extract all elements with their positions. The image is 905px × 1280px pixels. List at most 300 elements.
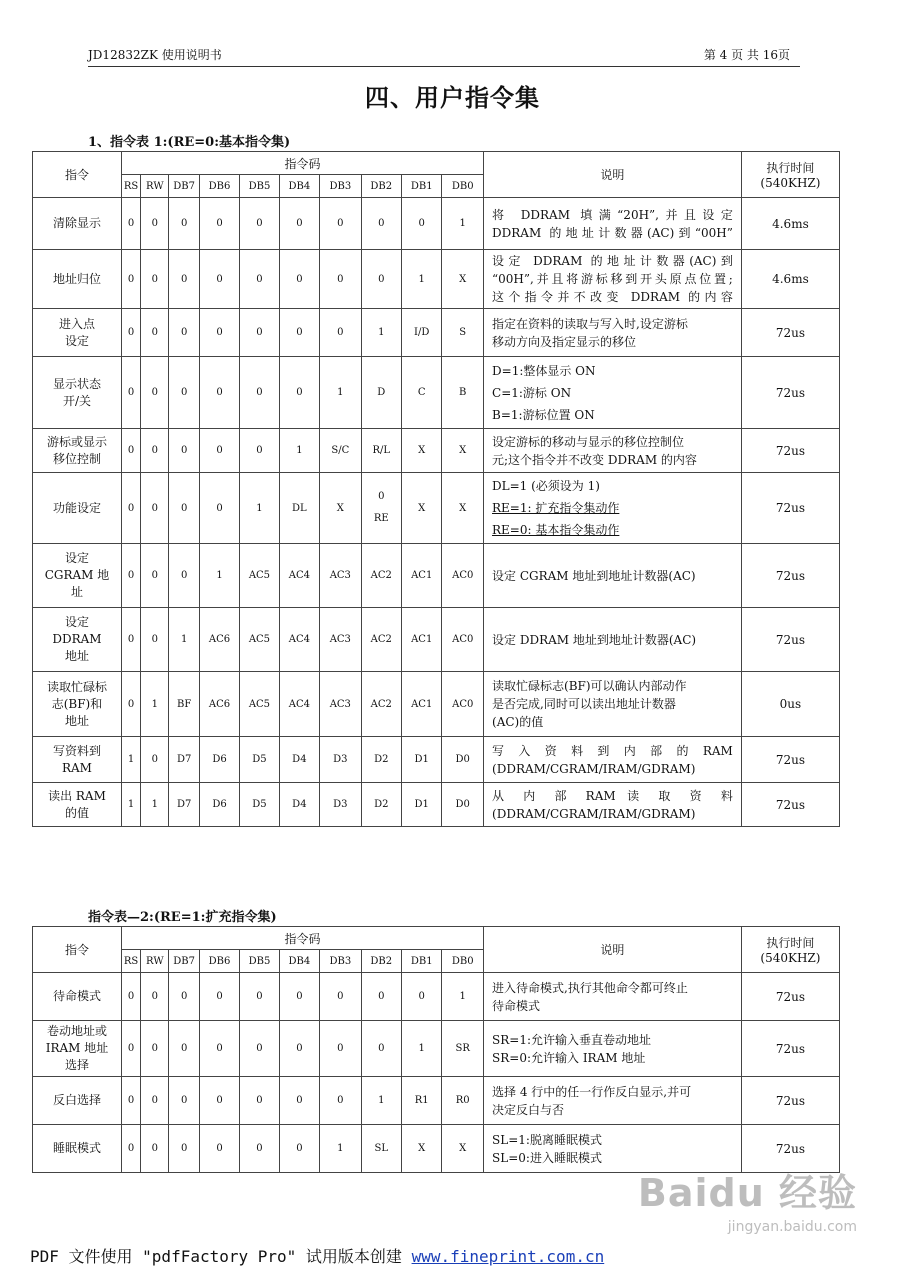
description-line: 设定 DDRAM 的地址计数器(AC)到 — [492, 254, 733, 268]
bit-cell: D2 — [361, 783, 401, 827]
bit-cell: 0 — [279, 1021, 319, 1077]
bit-header-db7: DB7 — [169, 175, 199, 198]
bit-cell: AC0 — [442, 672, 484, 737]
command-name-line: 设定 — [64, 333, 89, 348]
table2-caption: 指令表—2:(RE=1:扩充指令集) — [88, 910, 277, 925]
bit-cell: 0 — [169, 1021, 199, 1077]
bit-header-db4: DB4 — [279, 175, 319, 198]
command-name-line: 志(BF)和 — [51, 696, 103, 711]
bit-cell: 0 — [240, 1077, 279, 1125]
bit-cell: 1 — [401, 1021, 441, 1077]
bit-cell: 0 — [141, 309, 169, 357]
description-line: (AC)的值 — [492, 715, 544, 729]
bit-cell: 0 — [169, 1125, 199, 1173]
bit-cell: 0 — [141, 198, 169, 250]
bit-cell: 0 — [121, 357, 140, 429]
bit-cell: AC5 — [240, 544, 279, 608]
bit-cell: 0 — [121, 1021, 140, 1077]
bit-cell: 0 — [240, 198, 279, 250]
bit-cell: AC1 — [401, 544, 441, 608]
time-header-line1: 执行时间 — [766, 161, 815, 175]
description — [484, 737, 742, 783]
bit-cell: 0 — [320, 309, 361, 357]
instruction-table-basic — [32, 151, 840, 827]
bit-cell: R0 — [442, 1077, 484, 1125]
command-name — [33, 357, 122, 429]
command-name-line: 游标或显示 — [46, 434, 107, 449]
bit-cell: AC4 — [279, 672, 319, 737]
bit-cell: 0 — [169, 1077, 199, 1125]
page-number: 第 4 页 共 16页 — [703, 48, 790, 62]
bit-cell: 0 — [121, 973, 140, 1021]
bit-cell: 0 — [141, 1077, 169, 1125]
bit-cell: 0 — [169, 309, 199, 357]
bit-cell: 0 — [141, 429, 169, 473]
description-line: 将 DDRAM 填满“20H”,并且设定 — [492, 207, 733, 222]
exec-time: 72us — [741, 429, 839, 473]
command-name-line: 读出 RAM — [48, 788, 106, 803]
bit-header-db5: DB5 — [240, 175, 279, 198]
bit-cell — [361, 473, 401, 544]
command-name-line: 选择 — [64, 1058, 89, 1072]
command-name — [33, 737, 122, 783]
bit-cell: 1 — [199, 544, 239, 608]
bit-cell: 1 — [442, 198, 484, 250]
bit-header-db6: DB6 — [199, 175, 239, 198]
description-line: C=1:游标 ON — [492, 385, 572, 400]
bit-cell: X — [401, 473, 441, 544]
bit-header-rs: RS — [121, 950, 140, 973]
bit-cell: X — [401, 1125, 441, 1173]
bit-cell: 0 — [169, 544, 199, 608]
bit-cell: AC0 — [442, 544, 484, 608]
command-name-line: 开/关 — [62, 393, 91, 408]
command-name-line: 地址 — [64, 649, 89, 663]
exec-time: 72us — [741, 544, 839, 608]
bit-cell: C — [401, 357, 441, 429]
bit-header-db5: DB5 — [240, 950, 279, 973]
command-name-line: 反白选择 — [52, 1093, 101, 1107]
exec-time: 72us — [741, 473, 839, 544]
bit-cell: 1 — [401, 250, 441, 309]
table-row — [33, 783, 840, 827]
col-header-time — [741, 152, 839, 198]
exec-time: 72us — [741, 357, 839, 429]
bit-cell: X — [320, 473, 361, 544]
description-line: (DDRAM/CGRAM/IRAM/GDRAM) — [492, 806, 696, 821]
bit-cell: 0 — [361, 198, 401, 250]
bit-cell: 1 — [361, 309, 401, 357]
bit-cell: AC2 — [361, 672, 401, 737]
page-header — [88, 44, 800, 67]
bit-cell: 1 — [121, 737, 140, 783]
description-line: 是否完成,同时可以读出地址计数器 — [492, 697, 676, 711]
time-header-line2: (540KHZ) — [760, 951, 821, 965]
bit-cell: AC0 — [442, 608, 484, 672]
bit-cell: 0 — [199, 250, 239, 309]
table-row — [33, 309, 840, 357]
bit-cell: 0 — [199, 357, 239, 429]
page-title: 四、用户指令集 — [365, 83, 540, 112]
bit-cell: 0 — [279, 1125, 319, 1173]
command-name-line: DDRAM — [52, 632, 102, 646]
bit-cell: AC4 — [279, 544, 319, 608]
bit-cell: D3 — [320, 783, 361, 827]
description — [484, 783, 742, 827]
description-line: 设定 CGRAM 地址到地址计数器(AC) — [492, 568, 696, 583]
bit-cell: 0 — [361, 250, 401, 309]
command-name-line: 写资料到 — [52, 743, 101, 758]
command-name — [33, 1021, 122, 1077]
col-header-desc: 说明 — [484, 152, 742, 198]
bit-value-line: RE — [373, 513, 389, 524]
bit-cell: 1 — [141, 783, 169, 827]
command-name-line: 功能设定 — [52, 500, 101, 515]
bit-cell: 1 — [442, 973, 484, 1021]
bit-cell: 0 — [121, 250, 140, 309]
bit-cell: D6 — [199, 783, 239, 827]
command-name-line: 进入点 — [58, 316, 95, 331]
bit-cell: AC1 — [401, 672, 441, 737]
table-row — [33, 737, 840, 783]
table1-caption: 1、指令表 1:(RE=0:基本指令集) — [88, 135, 291, 150]
bit-cell: 1 — [121, 783, 140, 827]
bit-cell: D4 — [279, 737, 319, 783]
command-name — [33, 1125, 122, 1173]
bit-cell: 1 — [320, 357, 361, 429]
exec-time: 72us — [741, 783, 839, 827]
bit-cell: 0 — [121, 473, 140, 544]
watermark-url: jingyan.baidu.com — [727, 1219, 857, 1235]
command-name-line: 清除显示 — [52, 216, 101, 230]
bit-header-rw: RW — [141, 175, 169, 198]
command-name — [33, 783, 122, 827]
watermark-brand: Baidu 经验 — [637, 1171, 857, 1215]
bit-header-db0: DB0 — [442, 950, 484, 973]
bit-header-db6: DB6 — [199, 950, 239, 973]
bit-cell: AC3 — [320, 608, 361, 672]
description-line: DDRAM 的地址计数器(AC)到“00H” — [492, 225, 733, 240]
bit-cell: 0 — [240, 1021, 279, 1077]
bit-cell: 0 — [169, 198, 199, 250]
bit-cell: R/L — [361, 429, 401, 473]
exec-time: 72us — [741, 309, 839, 357]
bit-cell: 0 — [361, 973, 401, 1021]
bit-value-line: 0 — [378, 491, 385, 502]
command-name — [33, 429, 122, 473]
col-header-command: 指令 — [33, 152, 122, 198]
bit-cell: 0 — [169, 250, 199, 309]
bit-cell: 0 — [141, 973, 169, 1021]
footer-text: PDF 文件使用 "pdfFactory Pro" 试用版本创建 — [30, 1247, 412, 1266]
bit-cell: AC6 — [199, 672, 239, 737]
bit-cell: 0 — [199, 1021, 239, 1077]
bit-cell: X — [442, 1125, 484, 1173]
bit-cell: 0 — [141, 357, 169, 429]
exec-time: 72us — [741, 1125, 839, 1173]
description-line: SL=1:脱离睡眠模式 — [492, 1132, 602, 1147]
description — [484, 429, 742, 473]
bit-cell: 0 — [320, 1021, 361, 1077]
description-line: 待命模式 — [492, 998, 541, 1013]
bit-cell: 0 — [121, 429, 140, 473]
description — [484, 608, 742, 672]
bit-cell: 0 — [121, 1077, 140, 1125]
command-name-line: 显示状态 — [52, 376, 101, 391]
bit-cell: 0 — [320, 198, 361, 250]
description — [484, 309, 742, 357]
table-row — [33, 198, 840, 250]
bit-cell: 0 — [361, 1021, 401, 1077]
bit-cell: 0 — [121, 198, 140, 250]
bit-header-db4: DB4 — [279, 950, 319, 973]
bit-cell: AC6 — [199, 608, 239, 672]
bit-cell: AC3 — [320, 544, 361, 608]
table-row — [33, 973, 840, 1021]
bit-cell: AC4 — [279, 608, 319, 672]
bit-header-db3: DB3 — [320, 950, 361, 973]
bit-cell: 0 — [240, 309, 279, 357]
bit-cell: 1 — [240, 473, 279, 544]
bit-cell: AC5 — [240, 608, 279, 672]
command-name-line: 地址 — [64, 713, 89, 728]
description-line: 这个指令并不改变 DDRAM 的内容 — [492, 290, 733, 304]
bit-cell: 0 — [121, 309, 140, 357]
command-name-line: 地址归位 — [52, 271, 101, 286]
table-row — [33, 473, 840, 544]
table-row — [33, 672, 840, 737]
command-name — [33, 309, 122, 357]
bit-cell: D1 — [401, 737, 441, 783]
table-row — [33, 357, 840, 429]
bit-cell: 1 — [320, 1125, 361, 1173]
description-line: 读取忙碌标志(BF)可以确认内部动作 — [492, 679, 687, 693]
bit-header-db3: DB3 — [320, 175, 361, 198]
bit-cell: S — [442, 309, 484, 357]
description — [484, 198, 742, 250]
bit-cell: 0 — [199, 429, 239, 473]
bit-cell: 0 — [240, 250, 279, 309]
description-line: RE=0: 基本指令集动作 — [492, 523, 620, 537]
time-header-line1: 执行时间 — [766, 936, 815, 950]
bit-cell: D6 — [199, 737, 239, 783]
doc-name: JD12832ZK 使用说明书 — [88, 48, 222, 62]
bit-cell: 0 — [199, 1125, 239, 1173]
bit-cell: BF — [169, 672, 199, 737]
col-header-code: 指令码 — [121, 152, 483, 175]
description-line: 元;这个指令并不改变 DDRAM 的内容 — [492, 452, 697, 467]
command-name — [33, 473, 122, 544]
exec-time: 72us — [741, 973, 839, 1021]
command-name-line: 读取忙碌标 — [46, 679, 107, 694]
command-name — [33, 250, 122, 309]
bit-cell: I/D — [401, 309, 441, 357]
command-name — [33, 1077, 122, 1125]
bit-cell: SL — [361, 1125, 401, 1173]
command-name-line: 的值 — [64, 805, 89, 820]
col-header-desc: 说明 — [484, 927, 742, 973]
description-line: SR=0:允许输入 IRAM 地址 — [492, 1050, 646, 1065]
description-line: B=1:游标位置 ON — [492, 407, 595, 422]
bit-cell: AC2 — [361, 608, 401, 672]
table-row — [33, 250, 840, 309]
bit-cell: 0 — [121, 1125, 140, 1173]
time-header-line2: (540KHZ) — [760, 176, 821, 190]
bit-cell: 0 — [279, 309, 319, 357]
bit-header-rw: RW — [141, 950, 169, 973]
description — [484, 1077, 742, 1125]
col-header-code: 指令码 — [121, 927, 483, 950]
description-line: 设定 DDRAM 地址到地址计数器(AC) — [492, 632, 697, 647]
command-name-line: 设定 — [64, 551, 89, 565]
bit-cell: 0 — [279, 973, 319, 1021]
bit-header-db1: DB1 — [401, 175, 441, 198]
description-line: D=1:整体显示 ON — [492, 363, 596, 378]
bit-cell: 0 — [240, 429, 279, 473]
bit-cell: 0 — [320, 973, 361, 1021]
command-name-line: IRAM 地址 — [45, 1041, 109, 1055]
command-name-line: CGRAM 地 — [44, 568, 110, 582]
footer-link[interactable]: www.fineprint.com.cn — [411, 1247, 605, 1266]
bit-header-db1: DB1 — [401, 950, 441, 973]
bit-cell: 0 — [141, 1021, 169, 1077]
bit-cell: R1 — [401, 1077, 441, 1125]
bit-cell: 0 — [320, 1077, 361, 1125]
bit-cell: 0 — [199, 973, 239, 1021]
bit-cell: 0 — [169, 973, 199, 1021]
col-header-time — [741, 927, 839, 973]
bit-cell: 1 — [169, 608, 199, 672]
bit-cell: 0 — [401, 198, 441, 250]
table-row — [33, 608, 840, 672]
bit-cell: 0 — [121, 544, 140, 608]
bit-cell: 1 — [141, 672, 169, 737]
bit-cell: D1 — [401, 783, 441, 827]
bit-cell: D2 — [361, 737, 401, 783]
bit-cell: 0 — [401, 973, 441, 1021]
description — [484, 357, 742, 429]
table-row — [33, 1077, 840, 1125]
bit-cell: 0 — [141, 250, 169, 309]
command-name-line: RAM — [61, 760, 92, 775]
bit-cell: 0 — [240, 357, 279, 429]
bit-cell: X — [442, 473, 484, 544]
description-line: SR=1:允许输入垂直卷动地址 — [492, 1032, 652, 1047]
bit-cell: D5 — [240, 737, 279, 783]
command-name-line: 移位控制 — [52, 451, 101, 466]
bit-cell: X — [442, 429, 484, 473]
bit-cell: 0 — [240, 1125, 279, 1173]
bit-cell: 0 — [141, 1125, 169, 1173]
description-line: SL=0:进入睡眠模式 — [492, 1150, 602, 1165]
description-line: DL=1 (必须设为 1) — [492, 479, 600, 493]
bit-cell: 0 — [141, 608, 169, 672]
bit-cell: D7 — [169, 737, 199, 783]
bit-cell: X — [442, 250, 484, 309]
col-header-command: 指令 — [33, 927, 122, 973]
bit-cell: 0 — [279, 357, 319, 429]
bit-cell: D7 — [169, 783, 199, 827]
description-line: 设定游标的移动与显示的移位控制位 — [492, 434, 685, 449]
description — [484, 672, 742, 737]
bit-cell: D4 — [279, 783, 319, 827]
description-line: 决定反白与否 — [492, 1102, 565, 1117]
bit-cell: 0 — [199, 473, 239, 544]
exec-time: 0us — [741, 672, 839, 737]
description — [484, 1021, 742, 1077]
bit-cell: X — [401, 429, 441, 473]
bit-cell: D0 — [442, 737, 484, 783]
bit-cell: 0 — [279, 198, 319, 250]
command-name — [33, 973, 122, 1021]
description — [484, 973, 742, 1021]
description-line: 进入待命模式,执行其他命令都可终止 — [492, 980, 688, 995]
bit-cell: 0 — [169, 429, 199, 473]
bit-cell: DL — [279, 473, 319, 544]
command-name — [33, 198, 122, 250]
bit-cell: 0 — [141, 473, 169, 544]
bit-cell: 0 — [199, 198, 239, 250]
bit-cell: 0 — [169, 473, 199, 544]
bit-cell: 0 — [279, 1077, 319, 1125]
bit-header-db0: DB0 — [442, 175, 484, 198]
instruction-table-extended — [32, 926, 840, 1173]
description-line: 写 入 资 料 到 内 部 的 RAM — [492, 743, 733, 758]
bit-cell: D — [361, 357, 401, 429]
bit-cell: 1 — [361, 1077, 401, 1125]
command-name-line: 卷动地址或 — [46, 1024, 107, 1038]
exec-time: 72us — [741, 1077, 839, 1125]
command-name-line: 睡眠模式 — [52, 1141, 101, 1155]
description-line: 从 内 部 RAM 读 取 资 料 — [492, 788, 733, 803]
bit-cell: 0 — [240, 973, 279, 1021]
bit-header-rs: RS — [121, 175, 140, 198]
command-name-line: 设定 — [64, 615, 89, 629]
description — [484, 250, 742, 309]
table-row — [33, 544, 840, 608]
bit-cell: SR — [442, 1021, 484, 1077]
bit-header-db2: DB2 — [361, 175, 401, 198]
bit-cell: 0 — [121, 672, 140, 737]
command-name-line: 址 — [70, 585, 83, 599]
description-line: 选择 4 行中的任一行作反白显示,并可 — [492, 1084, 692, 1099]
exec-time: 4.6ms — [741, 250, 839, 309]
description — [484, 473, 742, 544]
bit-cell: B — [442, 357, 484, 429]
description-line: 指定在资料的读取与写入时,设定游标 — [492, 316, 688, 331]
exec-time: 4.6ms — [741, 198, 839, 250]
bit-cell: S/C — [320, 429, 361, 473]
table-row — [33, 429, 840, 473]
table-row — [33, 1021, 840, 1077]
bit-header-db2: DB2 — [361, 950, 401, 973]
exec-time: 72us — [741, 1021, 839, 1077]
bit-cell: D5 — [240, 783, 279, 827]
bit-cell: 0 — [320, 250, 361, 309]
description — [484, 544, 742, 608]
bit-cell: AC1 — [401, 608, 441, 672]
command-name — [33, 672, 122, 737]
bit-cell: 0 — [199, 1077, 239, 1125]
description-line: (DDRAM/CGRAM/IRAM/GDRAM) — [492, 761, 696, 776]
bit-cell: 0 — [141, 737, 169, 783]
description-line: 移动方向及指定显示的移位 — [492, 334, 637, 349]
bit-cell: 0 — [169, 357, 199, 429]
baidu-watermark — [638, 1162, 857, 1235]
command-name-line: 待命模式 — [52, 989, 101, 1003]
bit-cell: 0 — [279, 250, 319, 309]
bit-cell: 0 — [121, 608, 140, 672]
